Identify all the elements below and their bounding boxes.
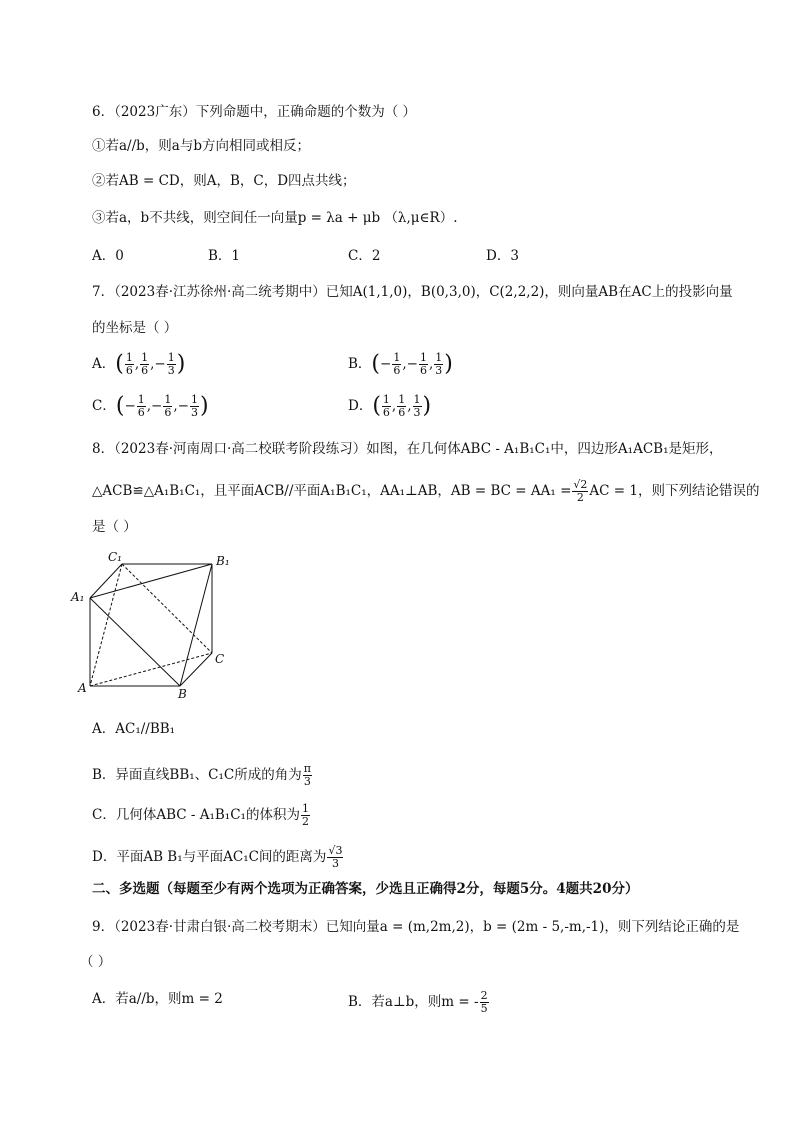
q7-option-b: B．(− $\frac{1}{6}$ ,− $\frac{1}{6}$ , $\frac{1}{3}$ ) — [348, 351, 453, 377]
q8-stem-line3: 是（ ） — [92, 519, 137, 535]
frac-den: 3 — [303, 775, 311, 788]
edge-a1b — [90, 598, 180, 686]
q8-option-d — [92, 845, 344, 870]
frac-den: 3 — [167, 364, 175, 377]
frac-den: 3 — [413, 406, 421, 419]
label-a1: A₁ — [71, 590, 85, 604]
frac-num: 1 — [393, 351, 401, 364]
q8-stem-line2 — [92, 479, 759, 504]
frac-num: 1 — [398, 393, 406, 406]
q7-option-a-label: A． — [92, 356, 116, 372]
frac-num: 1 — [413, 393, 421, 406]
frac-num: 1 — [435, 351, 443, 364]
frac-num: 1 — [190, 393, 198, 406]
q7-option-d: D．( $\frac{1}{6}$ , $\frac{1}{6}$ , $\frac{1}{3}$ ) — [348, 393, 432, 419]
q7-option-c: C．(− $\frac{1}{6}$ ,− $\frac{1}{6}$ ,− $\frac{1}{3}$ ) — [92, 393, 209, 419]
q8-option-c — [92, 803, 311, 828]
frac-num: π — [303, 762, 311, 775]
edge-c1c — [122, 564, 212, 653]
label-c: C — [215, 652, 225, 666]
q9-stem-line2: （ ） — [80, 954, 112, 970]
frac-num: 1 — [167, 351, 175, 364]
label-b1: B₁ — [216, 554, 230, 568]
frac-num: 1 — [137, 393, 145, 406]
frac-den: 5 — [480, 1002, 488, 1015]
q6-statement-1: ①若a//b，则a与b方向相同或相反； — [92, 138, 310, 154]
q7-stem-line2: 的坐标是（ ） — [92, 320, 178, 336]
frac-den: 3 — [331, 857, 339, 870]
frac-den: 2 — [576, 491, 584, 504]
q8-option-c-text: C．几何体ABC - A₁B₁C₁的体积为 — [92, 807, 300, 823]
frac-den: 6 — [141, 364, 149, 377]
q8-stem-line1: 8．（2023春·河南周口·高二校联考阶段练习）如图，在几何体ABC - A₁B₁C₁中，四边形A₁ACB₁是矩形， — [92, 441, 723, 457]
q6-statement-3: ③若a，b不共线，则空间任一向量p = λa + μb （λ,μ∈R）. — [92, 210, 458, 226]
q8-option-b — [92, 763, 313, 788]
q7-option-d-label: D． — [348, 398, 373, 414]
q8-option-a: A．AC₁//BB₁ — [92, 721, 176, 737]
frac-num: √2 — [573, 478, 588, 491]
q7-option-c-label: C． — [92, 398, 116, 414]
label-b: B — [178, 687, 187, 700]
frac-num: 1 — [382, 393, 390, 406]
frac-den: 3 — [190, 406, 198, 419]
q6-stem: 6．（2023广东）下列命题中，正确命题的个数为（ ） — [92, 104, 416, 120]
edge-b1b — [180, 564, 212, 686]
q8-option-b-text: B．异面直线BB₁、C₁C所成的角为 — [92, 767, 302, 783]
frac-den: 2 — [301, 815, 309, 828]
frac-den: 6 — [382, 406, 390, 419]
q9-option-b-text: B．若a⊥b，则m = - — [348, 994, 479, 1010]
q9-option-b — [348, 990, 490, 1015]
q9-stem-line1: 9．（2023春·甘肃白银·高二校考期末）已知向量a = (m,2m,2)，b = (2m - 5,-m,-1)，则下列结论正确的是 — [92, 919, 740, 935]
frac-den: 6 — [398, 406, 406, 419]
q6-option-b: B．1 — [208, 248, 241, 264]
q7-option-a: A．( $\frac{1}{6}$ , $\frac{1}{6}$ ,− $\frac{1}{3}$ ) — [92, 351, 186, 377]
label-c1: C₁ — [108, 550, 122, 564]
geometry-figure — [70, 548, 240, 700]
frac-den: 6 — [393, 364, 401, 377]
frac-den: 3 — [435, 364, 443, 377]
q6-statement-2: ②若AB = CD，则A，B，C，D四点共线； — [92, 173, 356, 189]
q7-stem-line1: 7．（2023春·江苏徐州·高二统考期中）已知A(1,1,0)，B(0,3,0)，C(2,2,2)，则向量AB在AC上的投影向量 — [92, 284, 733, 300]
q8-option-d-text: D．平面AB B₁与平面AC₁C间的距离为 — [92, 849, 327, 865]
q6-option-d: D．3 — [486, 248, 519, 264]
q8-stem-line2-a: △ACB≌△A₁B₁C₁，且平面ACB//平面A₁B₁C₁，AA₁⊥AB，AB = BC = AA₁ = — [92, 483, 572, 499]
q9-option-a: A．若a//b，则m = 2 — [92, 991, 223, 1007]
section-2-heading: 二、多选题（每题至少有两个选项为正确答案，少选且正确得2分，每题5分。4题共20分） — [92, 881, 639, 897]
frac-num: √3 — [328, 844, 343, 857]
frac-den: 6 — [137, 406, 145, 419]
frac-den: 6 — [164, 406, 172, 419]
q7-option-b-label: B． — [348, 356, 372, 372]
frac-num: 1 — [301, 802, 309, 815]
frac-num: 1 — [419, 351, 427, 364]
q6-option-a: A．0 — [92, 248, 124, 264]
q8-stem-line2-b: AC = 1，则下列结论错误的 — [589, 483, 760, 499]
frac-num: 1 — [125, 351, 133, 364]
frac-num: 1 — [164, 393, 172, 406]
frac-den: 6 — [125, 364, 133, 377]
q6-option-c: C．2 — [348, 248, 381, 264]
label-a: A — [78, 681, 87, 695]
frac-num: 2 — [480, 989, 488, 1002]
frac-num: 1 — [141, 351, 149, 364]
frac-den: 6 — [419, 364, 427, 377]
